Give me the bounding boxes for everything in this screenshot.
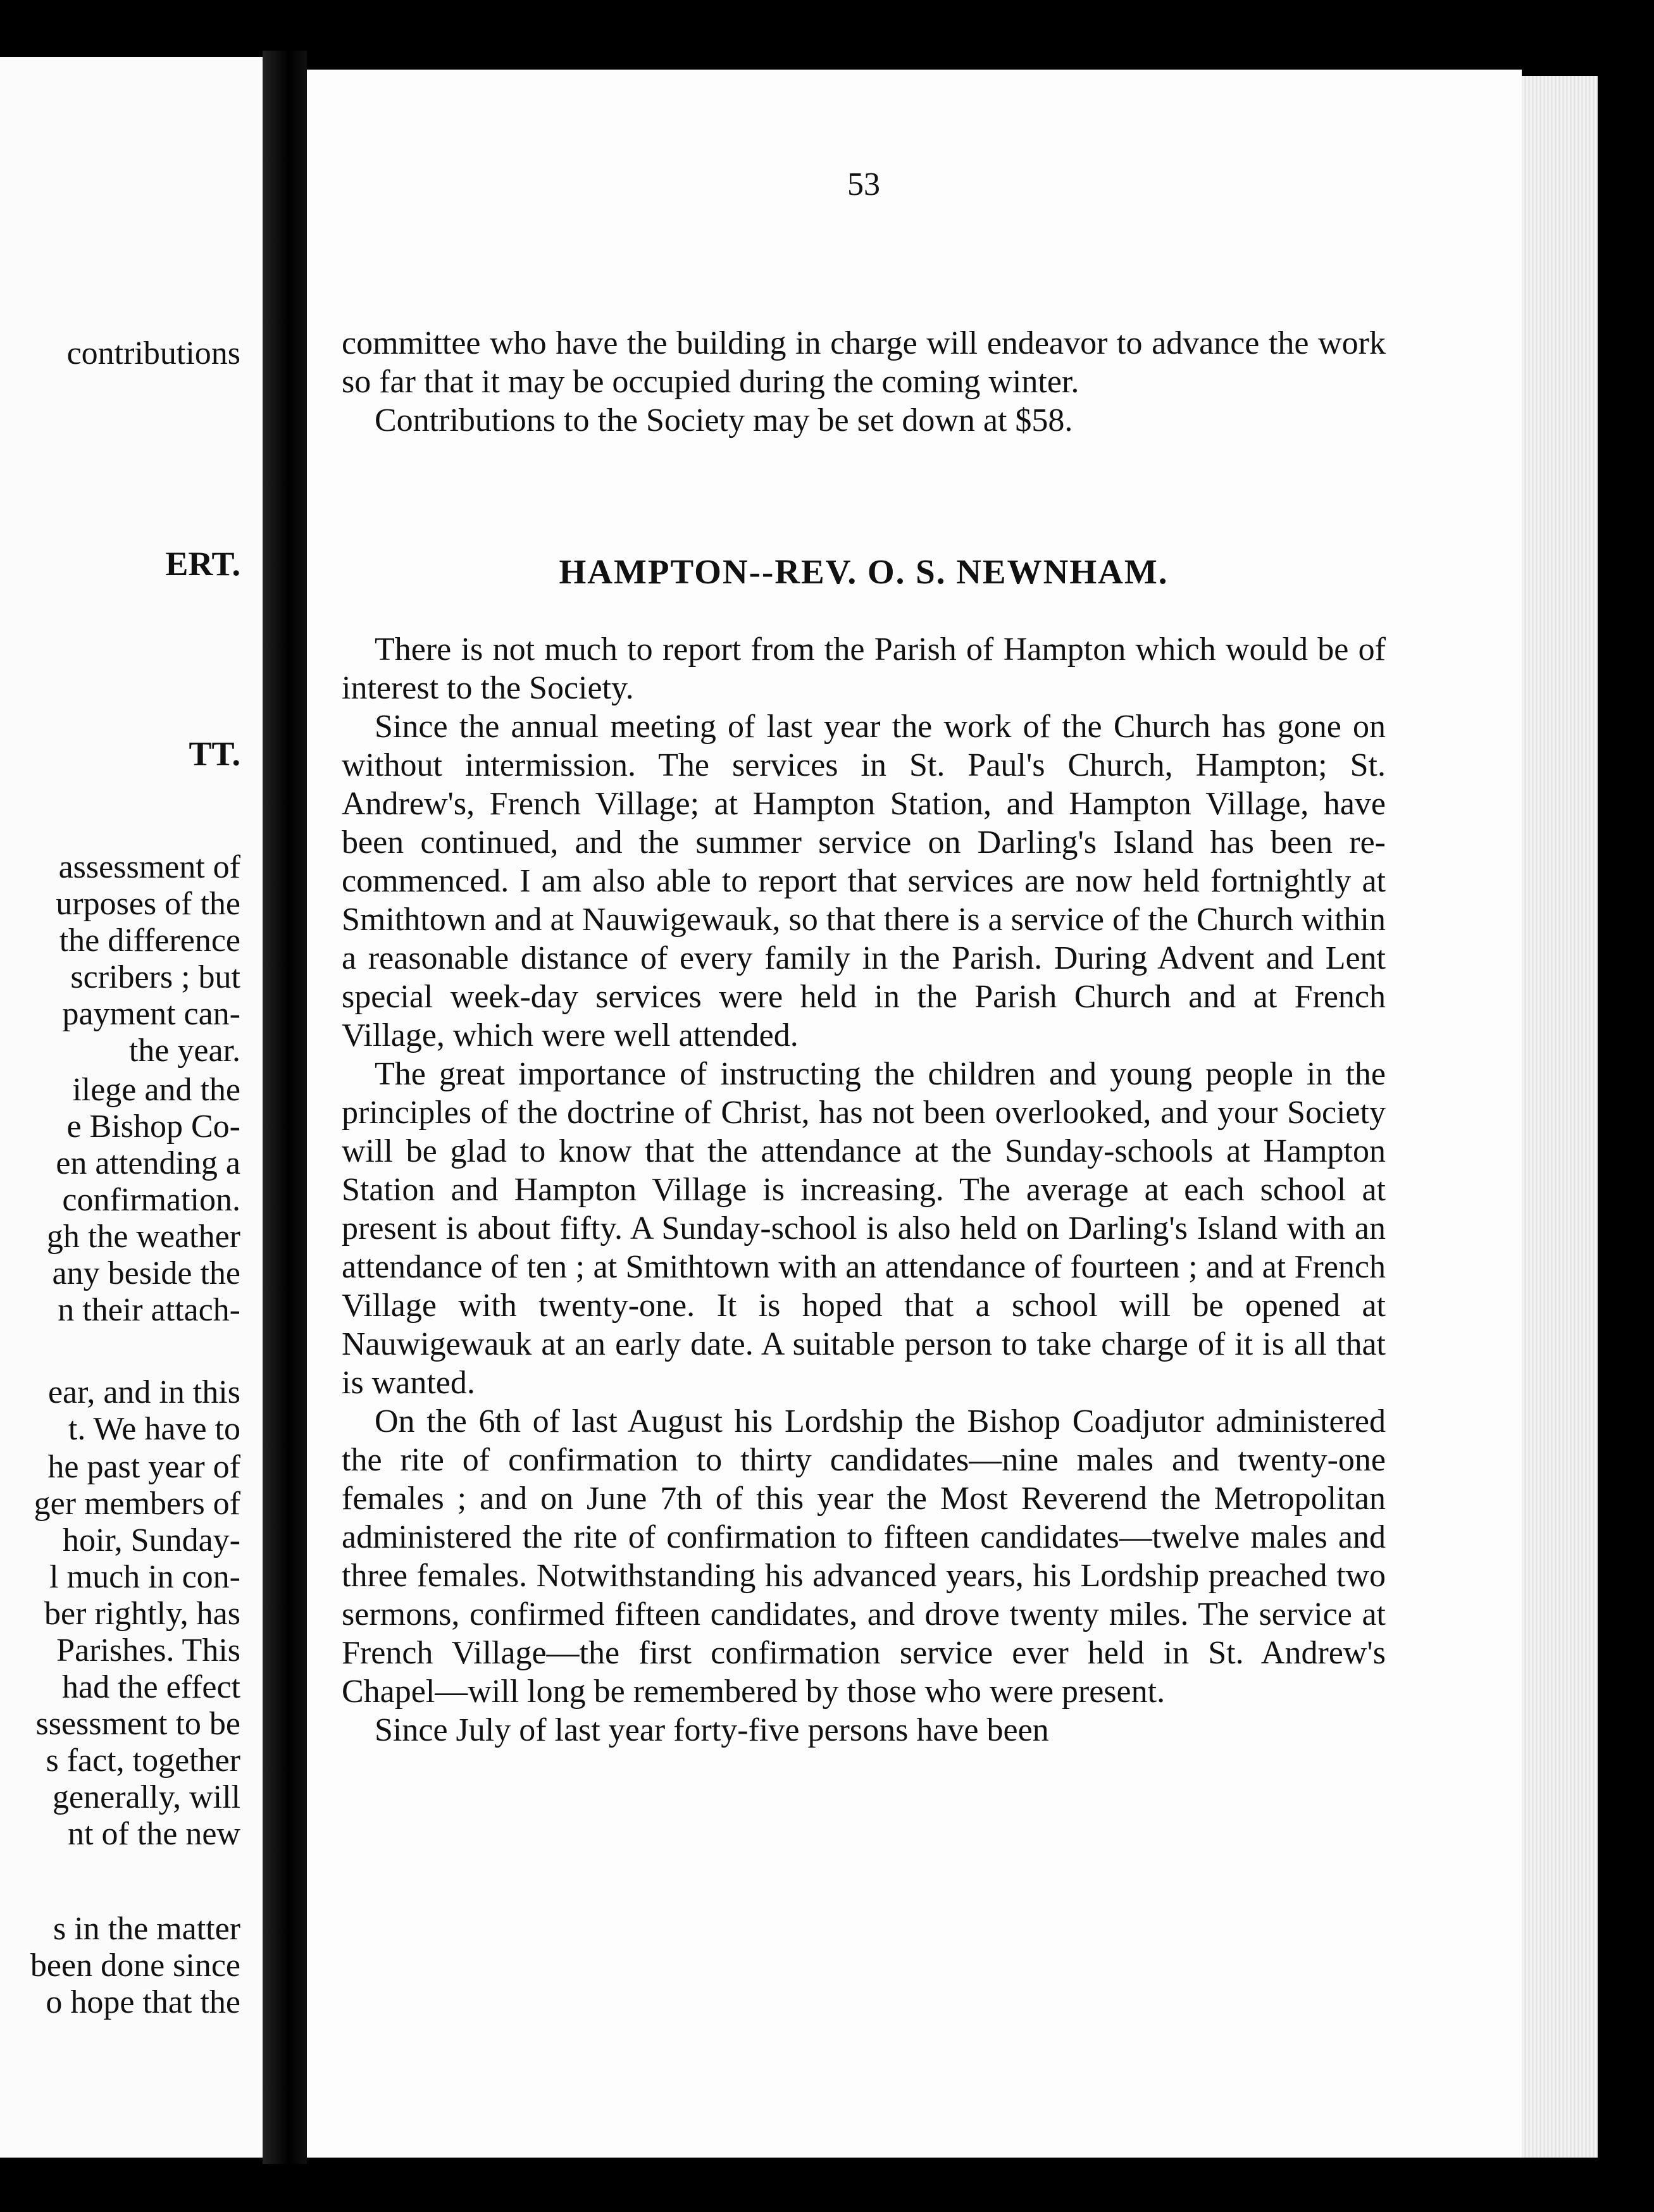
body-paragraph: There is not much to report from the Parish of Hampton which would be of interest to the Society. xyxy=(342,631,1386,706)
left-page-fragment: ssessment to be xyxy=(35,1706,240,1742)
left-page-fragment: any beside the xyxy=(52,1255,240,1291)
left-page-fragment: had the effect xyxy=(62,1669,240,1705)
left-page-fragment: l much in con- xyxy=(49,1559,240,1595)
left-page-fragment: Parishes. This xyxy=(56,1632,240,1668)
left-page-fragment: t. We have to xyxy=(68,1411,240,1447)
body-paragraph: Since the annual meeting of last year the work of the Church has gone on without intermission. The services in St. Paul's Church, Hampton; St. Andrew's, French Village; at Hampton Station, and Hampton Village, have been continued, and the summer service on Darling's Island has been re-commenced. I am also able to report that services are now held fortnightly at Smithtown and at Nauwigewauk, so that there is a service of the Church within a reasonable distance of every family in the Parish. During Advent and Lent special week-day services were held in the Parish Church and at French Village, which were well attended. xyxy=(342,709,1386,1053)
page-edge-stack xyxy=(1522,76,1598,2158)
left-page-fragment: confirmation. xyxy=(62,1182,240,1218)
left-page-fragment: ger members of xyxy=(34,1486,240,1522)
body-paragraph: Since July of last year forty-five persons have been xyxy=(375,1712,1049,1748)
body-paragraph: The great importance of instructing the children and young people in the principles of the doctrine of Christ, has not been overlooked, and your Society will be glad to know that the attendance at the Sunday-schools at Hampton Station and Hampton Village is increasing. The average at each school at present is about fifty. A Sunday-school is also held on Darling's Island with an attendance of ten ; at Smithtown with an attendance of fourteen ; and at French Village with twenty-one. It is hoped that a school will be opened at Nauwigewauk at an early date. A suitable person to take charge of it is all that is wanted. xyxy=(342,1056,1386,1401)
left-page-fragment: scribers ; but xyxy=(70,959,240,995)
left-page-fragment: ERT. xyxy=(165,545,240,583)
left-page-fragment: en attending a xyxy=(56,1145,240,1181)
left-page-fragment: the difference xyxy=(59,923,240,959)
left-page-fragment: he past year of xyxy=(47,1449,240,1485)
left-page-fragment: urposes of the xyxy=(56,886,240,922)
book-gutter xyxy=(263,51,307,2164)
intro-paragraph: committee who have the building in charge will endeavor to advance the work so far that it may be occupied during the coming winter. xyxy=(342,325,1386,400)
left-page-fragment: assessment of xyxy=(58,849,240,885)
left-page-fragment: e Bishop Co- xyxy=(66,1109,240,1145)
left-page-fragment: gh the weather xyxy=(46,1219,240,1255)
left-page-fragment: contributions xyxy=(66,335,240,371)
body-paragraph: On the 6th of last August his Lordship the Bishop Coadjutor administered the rite of confirmation to thirty candidates—nine males and twenty-one females ; and on June 7th of this year the Most Reverend the Metropolitan administered the rite of confirmation to fifteen candidates—twelve males and three females. Notwithstanding his advanced years, his Lordship preached two sermons, confirmed fifteen candidates, and drove twenty miles. The service at French Village—the first confirmation service ever held in St. Andrew's Chapel—will long be remembered by those who were present. xyxy=(342,1403,1386,1710)
section-heading: HAMPTON--REV. O. S. NEWNHAM. xyxy=(559,552,1169,591)
left-page-fragment: ear, and in this xyxy=(47,1374,240,1410)
left-page-fragment: hoir, Sunday- xyxy=(63,1522,240,1558)
left-page-fragment: been done since xyxy=(30,1948,240,1984)
page-number: 53 xyxy=(847,166,880,202)
left-page-fragment: TT. xyxy=(189,735,240,773)
left-page-fragment: payment can- xyxy=(62,996,240,1032)
left-page-fragment: nt of the new xyxy=(68,1816,240,1852)
left-page-fragment: generally, will xyxy=(53,1779,240,1815)
intro-text xyxy=(342,324,1386,440)
body-text xyxy=(342,630,1386,1749)
left-page-fragment: the year. xyxy=(128,1033,240,1069)
intro-paragraph: Contributions to the Society may be set down at $58. xyxy=(375,402,1073,438)
left-page-fragment: s in the matter xyxy=(53,1911,240,1947)
left-page-fragment: n their attach- xyxy=(58,1292,240,1328)
previous-page xyxy=(0,57,263,2158)
left-page-fragment: o hope that the xyxy=(46,1984,240,2020)
left-page-fragment: ilege and the xyxy=(72,1072,240,1108)
left-page-fragment: ber rightly, has xyxy=(44,1596,240,1632)
left-page-fragment: s fact, together xyxy=(46,1743,240,1779)
